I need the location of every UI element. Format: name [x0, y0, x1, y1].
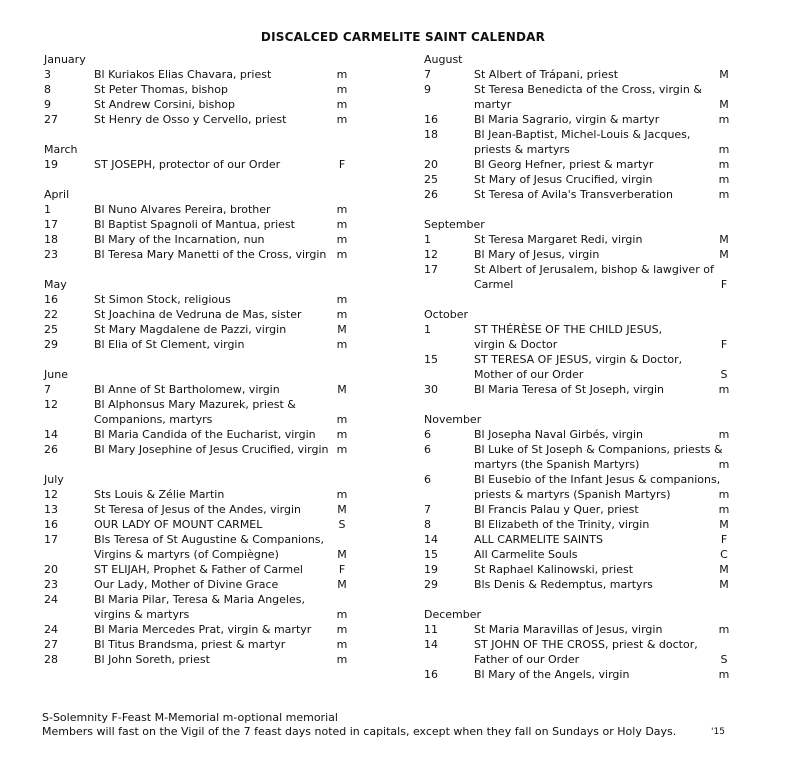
entry-day: 16: [424, 668, 438, 681]
entry-name-line: Bl Luke of St Joseph & Companions, priests &: [474, 443, 723, 456]
entry-name-line: St Teresa Benedicta of the Cross, virgin &: [474, 83, 702, 96]
entry-day: 8: [424, 518, 431, 531]
entry-name-line: St Teresa of Jesus of the Andes, virgin: [94, 503, 301, 516]
entry-name-line: St Teresa of Avila's Transverberation: [474, 188, 673, 201]
entry-rank: m: [718, 488, 730, 501]
month-spacer: [424, 292, 734, 307]
calendar-entry: [44, 247, 364, 262]
entry-name-line: Bl Mary Josephine of Jesus Crucified, virgin: [94, 443, 329, 456]
entry-rank: M: [337, 578, 347, 591]
entry-rank: m: [336, 413, 348, 426]
entry-name-line: St Peter Thomas, bishop: [94, 83, 228, 96]
entry-rank: M: [719, 248, 729, 261]
calendar-entry: [44, 307, 364, 322]
entry-day: 23: [44, 248, 58, 261]
entry-rank: F: [720, 278, 728, 291]
entry-name-line: martyr: [474, 98, 512, 111]
calendar-entry: [424, 427, 734, 442]
entry-rank: m: [718, 503, 730, 516]
entry-day: 26: [44, 443, 58, 456]
entry-rank: m: [718, 113, 730, 126]
entry-rank: F: [338, 158, 346, 171]
entry-rank: m: [336, 443, 348, 456]
entry-rank: m: [336, 83, 348, 96]
entry-day: 18: [424, 128, 438, 141]
entry-day: 11: [424, 623, 438, 636]
calendar-entry: [424, 112, 734, 127]
entry-rank: M: [337, 503, 347, 516]
calendar-entry: [44, 487, 364, 502]
entry-rank: M: [337, 548, 347, 561]
entry-rank: S: [720, 653, 728, 666]
entry-rank: m: [718, 428, 730, 441]
entry-day: 23: [44, 578, 58, 591]
calendar-entry: [44, 577, 364, 592]
entry-name-line: ALL CARMELITE SAINTS: [474, 533, 603, 546]
month-spacer: [44, 172, 364, 187]
entry-day: 1: [424, 233, 431, 246]
entry-rank: m: [718, 668, 730, 681]
calendar-entry: [44, 322, 364, 337]
entry-name-line: Bls Denis & Redemptus, martyrs: [474, 578, 653, 591]
calendar-entry: [44, 652, 364, 667]
calendar-entry: [44, 82, 364, 97]
entry-name-line: Sts Louis & Zélie Martin: [94, 488, 225, 501]
entry-rank: m: [718, 158, 730, 171]
calendar-entry: [44, 427, 364, 442]
entry-day: 12: [424, 248, 438, 261]
calendar-entry: [44, 292, 364, 307]
calendar-entry: [424, 322, 734, 352]
calendar-entry: [424, 517, 734, 532]
month-heading: September: [424, 218, 485, 231]
entry-day: 15: [424, 353, 438, 366]
entry-rank: m: [336, 623, 348, 636]
calendar-entry: [424, 622, 734, 637]
entry-name-line: ST JOHN OF THE CROSS, priest & doctor,: [474, 638, 698, 651]
calendar-entry: [424, 67, 734, 82]
entry-day: 7: [44, 383, 51, 396]
entry-name-line: Bl Baptist Spagnoli of Mantua, priest: [94, 218, 295, 231]
entry-rank: F: [720, 338, 728, 351]
entry-day: 15: [424, 548, 438, 561]
calendar-entry: [44, 232, 364, 247]
calendar-entry: [424, 352, 734, 382]
calendar-entry: [424, 547, 734, 562]
entry-name-line: virgins & martyrs: [94, 608, 190, 621]
entry-day: 30: [424, 383, 438, 396]
entry-name-line: Mother of our Order: [474, 368, 584, 381]
month-spacer: [424, 202, 734, 217]
entry-day: 14: [424, 533, 438, 546]
entry-name-line: St Albert of Trápani, priest: [474, 68, 619, 81]
entry-day: 14: [424, 638, 438, 651]
entry-name-line: Bl Titus Brandsma, priest & martyr: [94, 638, 286, 651]
entry-rank: M: [719, 233, 729, 246]
month-spacer: [44, 352, 364, 367]
month-heading: November: [424, 413, 482, 426]
entry-name-line: St Mary Magdalene de Pazzi, virgin: [94, 323, 287, 336]
entry-day: 24: [44, 623, 58, 636]
calendar-entry: [424, 532, 734, 547]
page-title: DISCALCED CARMELITE SAINT CALENDAR: [260, 30, 546, 44]
entry-rank: S: [338, 518, 346, 531]
entry-name-line: Bl Teresa Mary Manetti of the Cross, virgin: [94, 248, 327, 261]
entry-name-line: ST TERESA OF JESUS, virgin & Doctor,: [474, 353, 683, 366]
entry-rank: m: [336, 293, 348, 306]
calendar-entry: [424, 232, 734, 247]
entry-rank: m: [336, 233, 348, 246]
month-heading: August: [424, 53, 463, 66]
entry-day: 12: [44, 398, 58, 411]
entry-rank: m: [336, 608, 348, 621]
calendar-entry: [424, 157, 734, 172]
entry-day: 29: [424, 578, 438, 591]
calendar-entry: [424, 562, 734, 577]
entry-name-line: Bl Elizabeth of the Trinity, virgin: [474, 518, 650, 531]
entry-rank: m: [336, 653, 348, 666]
legend: S-Solemnity F-Feast M-Memorial m-optional memorial: [42, 711, 338, 724]
calendar-entry: [424, 472, 734, 502]
entry-day: 27: [44, 113, 58, 126]
entry-day: 3: [44, 68, 51, 81]
entry-rank: C: [720, 548, 728, 561]
entry-rank: m: [336, 248, 348, 261]
calendar-entry: [44, 637, 364, 652]
entry-rank: m: [336, 488, 348, 501]
entry-rank: M: [719, 578, 729, 591]
calendar-entry: [44, 157, 364, 172]
entry-name-line: Bl Maria Sagrario, virgin & martyr: [474, 113, 660, 126]
entry-day: 24: [44, 593, 58, 606]
entry-name-line: St Joachina de Vedruna de Mas, sister: [94, 308, 302, 321]
entry-name-line: St Albert of Jerusalem, bishop & lawgiver of: [474, 263, 714, 276]
entry-name-line: Bl Eusebio of the Infant Jesus & companions,: [474, 473, 721, 486]
entry-rank: S: [720, 368, 728, 381]
entry-name-line: priests & martyrs (Spanish Martyrs): [474, 488, 671, 501]
calendar-entry: [44, 517, 364, 532]
calendar-entry: [44, 337, 364, 352]
entry-name-line: virgin & Doctor: [474, 338, 558, 351]
calendar-entry: [44, 622, 364, 637]
entry-day: 1: [44, 203, 51, 216]
entry-rank: m: [718, 188, 730, 201]
entry-day: 17: [44, 533, 58, 546]
entry-day: 25: [44, 323, 58, 336]
entry-day: 6: [424, 473, 431, 486]
entry-day: 19: [44, 158, 58, 171]
month-spacer: [44, 127, 364, 142]
entry-rank: M: [719, 563, 729, 576]
month-heading: April: [44, 188, 70, 201]
calendar-entry: [424, 172, 734, 187]
calendar-entry: [44, 112, 364, 127]
entry-day: 20: [424, 158, 438, 171]
entry-rank: m: [718, 458, 730, 471]
entry-day: 6: [424, 443, 431, 456]
calendar-entry: [44, 67, 364, 82]
month-heading: January: [44, 53, 86, 66]
entry-name-line: martyrs (the Spanish Martyrs): [474, 458, 640, 471]
calendar-entry: [424, 187, 734, 202]
entry-name-line: All Carmelite Souls: [474, 548, 578, 561]
entry-day: 7: [424, 503, 431, 516]
entry-name-line: Bl Maria Teresa of St Joseph, virgin: [474, 383, 664, 396]
entry-rank: M: [719, 68, 729, 81]
calendar-entry: [44, 217, 364, 232]
calendar-entry: [44, 532, 364, 562]
entry-day: 16: [44, 518, 58, 531]
entry-day: 13: [44, 503, 58, 516]
entry-rank: F: [338, 563, 346, 576]
entry-rank: M: [719, 518, 729, 531]
calendar-entry: [44, 397, 364, 427]
entry-day: 17: [44, 218, 58, 231]
entry-rank: M: [337, 323, 347, 336]
entry-name-line: St Maria Maravillas of Jesus, virgin: [474, 623, 663, 636]
entry-rank: m: [718, 143, 730, 156]
entry-name-line: Bl Mary of the Incarnation, nun: [94, 233, 265, 246]
fasting-note: Members will fast on the Vigil of the 7 feast days noted in capitals, except when they fall on Sundays or Holy Days.: [42, 725, 677, 738]
entry-day: 27: [44, 638, 58, 651]
entry-name-line: Companions, martyrs: [94, 413, 213, 426]
entry-day: 17: [424, 263, 438, 276]
month-heading: May: [44, 278, 67, 291]
entry-name-line: OUR LADY OF MOUNT CARMEL: [94, 518, 263, 531]
calendar-entry: [44, 592, 364, 622]
entry-name-line: Bls Teresa of St Augustine & Companions,: [94, 533, 325, 546]
entry-name-line: Bl Francis Palau y Quer, priest: [474, 503, 639, 516]
calendar-entry: [424, 637, 734, 667]
calendar-entry: [424, 127, 734, 157]
calendar-entry: [424, 247, 734, 262]
entry-name-line: Bl Jean-Baptist, Michel-Louis & Jacques,: [474, 128, 691, 141]
month-heading: October: [424, 308, 469, 321]
entry-name-line: Bl Josepha Naval Girbés, virgin: [474, 428, 644, 441]
calendar-entry: [424, 382, 734, 397]
entry-rank: m: [336, 428, 348, 441]
entry-rank: M: [337, 383, 347, 396]
entry-name-line: Bl Maria Pilar, Teresa & Maria Angeles,: [94, 593, 305, 606]
entry-name-line: priests & martyrs: [474, 143, 570, 156]
entry-name-line: St Raphael Kalinowski, priest: [474, 563, 634, 576]
month-spacer: [44, 262, 364, 277]
entry-rank: m: [336, 638, 348, 651]
entry-name-line: Bl Alphonsus Mary Mazurek, priest &: [94, 398, 296, 411]
entry-name-line: Our Lady, Mother of Divine Grace: [94, 578, 279, 591]
calendar-entry: [44, 382, 364, 397]
entry-name-line: Bl Anne of St Bartholomew, virgin: [94, 383, 280, 396]
entry-day: 1: [424, 323, 431, 336]
calendar-entry: [44, 202, 364, 217]
calendar-entry: [44, 562, 364, 577]
month-heading: December: [424, 608, 482, 621]
entry-day: 16: [424, 113, 438, 126]
entry-name-line: ST ELIJAH, Prophet & Father of Carmel: [94, 563, 303, 576]
entry-rank: m: [336, 203, 348, 216]
entry-rank: F: [720, 533, 728, 546]
entry-name-line: St Henry de Osso y Cervello, priest: [94, 113, 287, 126]
calendar-entry: [424, 502, 734, 517]
month-heading: June: [44, 368, 68, 381]
entry-day: 22: [44, 308, 58, 321]
calendar-entry: [424, 82, 734, 112]
entry-day: 9: [44, 98, 51, 111]
entry-rank: m: [336, 338, 348, 351]
entry-name-line: St Teresa Margaret Redi, virgin: [474, 233, 643, 246]
entry-rank: m: [336, 98, 348, 111]
entry-rank: M: [719, 98, 729, 111]
month-spacer: [424, 592, 734, 607]
entry-day: 28: [44, 653, 58, 666]
month-heading: March: [44, 143, 78, 156]
entry-day: 16: [44, 293, 58, 306]
entry-name-line: Bl Mary of the Angels, virgin: [474, 668, 630, 681]
entry-name-line: Bl Georg Hefner, priest & martyr: [474, 158, 654, 171]
entry-day: 7: [424, 68, 431, 81]
entry-name-line: ST JOSEPH, protector of our Order: [94, 158, 281, 171]
calendar-entry: [424, 442, 734, 472]
calendar-column-right: [424, 52, 734, 682]
entry-name-line: Bl John Soreth, priest: [94, 653, 210, 666]
entry-name-line: Bl Kuriakos Elias Chavara, priest: [94, 68, 272, 81]
entry-day: 9: [424, 83, 431, 96]
calendar-entry: [44, 442, 364, 457]
entry-day: 25: [424, 173, 438, 186]
entry-day: 8: [44, 83, 51, 96]
entry-name-line: Bl Mary of Jesus, virgin: [474, 248, 600, 261]
calendar-entry: [44, 97, 364, 112]
calendar-entry: [424, 577, 734, 592]
entry-name-line: St Mary of Jesus Crucified, virgin: [474, 173, 653, 186]
entry-rank: m: [718, 173, 730, 186]
month-heading: July: [44, 473, 64, 486]
entry-rank: m: [718, 623, 730, 636]
entry-rank: m: [336, 113, 348, 126]
entry-name-line: Bl Maria Candida of the Eucharist, virgin: [94, 428, 316, 441]
entry-name-line: Father of our Order: [474, 653, 580, 666]
calendar-entry: [424, 262, 734, 292]
calendar-entry: [424, 667, 734, 682]
entry-rank: m: [336, 68, 348, 81]
entry-day: 18: [44, 233, 58, 246]
entry-rank: m: [336, 308, 348, 321]
entry-day: 29: [44, 338, 58, 351]
entry-day: 20: [44, 563, 58, 576]
month-spacer: [44, 457, 364, 472]
entry-name-line: St Simon Stock, religious: [94, 293, 231, 306]
calendar-column-left: [44, 52, 364, 667]
calendar-entry: [44, 502, 364, 517]
entry-day: 6: [424, 428, 431, 441]
entry-day: 12: [44, 488, 58, 501]
month-spacer: [424, 397, 734, 412]
entry-day: 14: [44, 428, 58, 441]
year-mark: '15: [711, 727, 725, 737]
entry-name-line: Virgins & martyrs (of Compiègne): [94, 548, 279, 561]
entry-name-line: Bl Elia of St Clement, virgin: [94, 338, 245, 351]
entry-day: 26: [424, 188, 438, 201]
entry-name-line: Bl Nuno Alvares Pereira, brother: [94, 203, 271, 216]
entry-rank: m: [336, 218, 348, 231]
entry-day: 19: [424, 563, 438, 576]
entry-name-line: St Andrew Corsini, bishop: [94, 98, 236, 111]
entry-name-line: Carmel: [474, 278, 514, 291]
entry-rank: m: [718, 383, 730, 396]
entry-name-line: ST THÉRÈSE OF THE CHILD JESUS,: [474, 323, 663, 336]
entry-name-line: Bl Maria Mercedes Prat, virgin & martyr: [94, 623, 312, 636]
